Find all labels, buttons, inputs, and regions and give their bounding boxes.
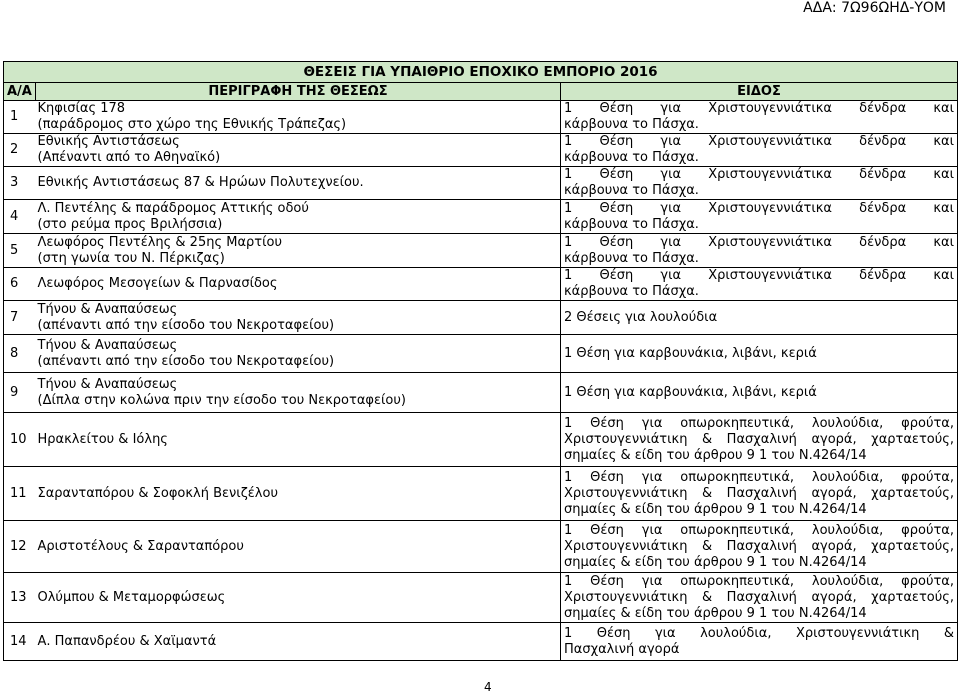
kind-line: 1 Θέση για οπωροκηπευτικά, λουλούδια, φρούτα, bbox=[564, 522, 955, 538]
table-row bbox=[4, 623, 958, 661]
position-kind bbox=[561, 573, 958, 623]
table-row bbox=[4, 234, 958, 268]
kind-line: 1 Θέση για λουλούδια, Χριστουγεννιάτικη & bbox=[564, 625, 955, 641]
description-line: (απέναντι από την είσοδο του Νεκροταφείου) bbox=[37, 317, 335, 333]
description-line: Τήνου & Αναπαύσεως bbox=[37, 301, 178, 317]
row-number: 8 bbox=[4, 335, 36, 373]
kind-line: 1 Θέση για οπωροκηπευτικά, λουλούδια, φρούτα, bbox=[564, 415, 955, 431]
description-line: Α. Παπανδρέου & Χαϊμαντά bbox=[37, 633, 217, 649]
description-line: Λ. Πεντέλης & παράδρομος Αττικής οδού bbox=[37, 200, 309, 216]
column-header-description: ΠΕΡΙΓΡΑΦΗ ΤΗΣ ΘΕΣΕΩΣ bbox=[36, 83, 561, 101]
position-kind bbox=[561, 467, 958, 521]
row-number: 4 bbox=[4, 200, 36, 234]
positions-table bbox=[3, 61, 958, 661]
kind-line: κάρβουνα το Πάσχα. bbox=[564, 150, 699, 165]
description-line: Λεωφόρος Μεσογείων & Παρνασίδος bbox=[37, 276, 278, 291]
kind-line: 1 Θέση για Χριστουγεννιάτικα δένδρα και bbox=[564, 134, 955, 149]
kind-line: σημαίες & είδη του άρθρου 9 1 του Ν.4264/14 bbox=[564, 447, 867, 463]
row-number: 7 bbox=[4, 301, 36, 335]
description-line: Εθνικής Αντιστάσεως bbox=[37, 134, 180, 149]
kind-line: 1 Θέση για Χριστουγεννιάτικα δένδρα και bbox=[564, 200, 955, 216]
position-description bbox=[36, 623, 561, 661]
kind-line: κάρβουνα το Πάσχα. bbox=[564, 250, 699, 266]
position-description bbox=[36, 413, 561, 467]
description-line: Σαρανταπόρου & Σοφοκλή Βενιζέλου bbox=[37, 485, 278, 501]
position-description bbox=[36, 573, 561, 623]
kind-line: Χριστουγεννιάτικη & Πασχαλινή αγορά, χαρταετούς, bbox=[564, 485, 955, 501]
kind-line: σημαίες & είδη του άρθρου 9 1 του Ν.4264/14 bbox=[564, 501, 867, 517]
kind-line: σημαίες & είδη του άρθρου 9 1 του Ν.4264/14 bbox=[564, 605, 867, 621]
kind-line: 2 Θέσεις για λουλούδια bbox=[564, 309, 718, 325]
column-header-aa: Α/Α bbox=[4, 83, 36, 101]
table-row bbox=[4, 373, 958, 413]
row-number: 11 bbox=[4, 467, 36, 521]
description-line: Τήνου & Αναπαύσεως bbox=[37, 337, 178, 353]
row-number: 12 bbox=[4, 521, 36, 573]
row-number: 3 bbox=[4, 167, 36, 200]
row-number: 13 bbox=[4, 573, 36, 623]
position-description bbox=[36, 200, 561, 234]
description-line: (στη γωνία του Ν. Πέρκιζας) bbox=[37, 250, 225, 266]
table-row bbox=[4, 200, 958, 234]
description-line: Αριστοτέλους & Σαρανταπόρου bbox=[37, 538, 244, 554]
kind-line: Χριστουγεννιάτικη & Πασχαλινή αγορά, χαρταετούς, bbox=[564, 431, 955, 447]
row-number: 10 bbox=[4, 413, 36, 467]
position-kind bbox=[561, 521, 958, 573]
table-row bbox=[4, 268, 958, 301]
row-number: 1 bbox=[4, 101, 36, 134]
position-description bbox=[36, 268, 561, 301]
table-row bbox=[4, 101, 958, 134]
position-description bbox=[36, 301, 561, 335]
position-description bbox=[36, 134, 561, 167]
description-line: Ολύμπου & Μεταμορφώσεως bbox=[37, 589, 226, 605]
page-number: 4 bbox=[484, 680, 492, 694]
row-number: 2 bbox=[4, 134, 36, 167]
description-line: (απέναντι από την είσοδο του Νεκροταφείου) bbox=[37, 353, 335, 369]
column-header-kind: ΕΙΔΟΣ bbox=[561, 83, 958, 101]
kind-line: Χριστουγεννιάτικη & Πασχαλινή αγορά, χαρταετούς, bbox=[564, 538, 955, 554]
position-kind bbox=[561, 373, 958, 413]
description-line: Λεωφόρος Πεντέλης & 25ης Μαρτίου bbox=[37, 234, 282, 250]
table-row bbox=[4, 335, 958, 373]
description-line: (παράδρομος στο χώρο της Εθνικής Τράπεζας) bbox=[37, 117, 347, 132]
table-row bbox=[4, 167, 958, 200]
table-row bbox=[4, 301, 958, 335]
position-kind bbox=[561, 335, 958, 373]
kind-line: κάρβουνα το Πάσχα. bbox=[564, 117, 699, 132]
description-line: Κηφισίας 178 bbox=[37, 101, 126, 116]
kind-line: 1 Θέση για καρβουνάκια, λιβάνι, κεριά bbox=[564, 345, 817, 361]
kind-line: 1 Θέση για Χριστουγεννιάτικα δένδρα και bbox=[564, 234, 955, 250]
position-kind bbox=[561, 101, 958, 134]
position-kind bbox=[561, 301, 958, 335]
table-row bbox=[4, 134, 958, 167]
kind-line: κάρβουνα το Πάσχα. bbox=[564, 216, 699, 232]
position-kind bbox=[561, 234, 958, 268]
row-number: 14 bbox=[4, 623, 36, 661]
table-row bbox=[4, 413, 958, 467]
position-description bbox=[36, 335, 561, 373]
kind-line: 1 Θέση για Χριστουγεννιάτικα δένδρα και bbox=[564, 268, 955, 283]
position-kind bbox=[561, 623, 958, 661]
position-description bbox=[36, 521, 561, 573]
description-line: Εθνικής Αντιστάσεως 87 & Ηρώων Πολυτεχνείου. bbox=[37, 175, 364, 190]
position-description bbox=[36, 467, 561, 521]
description-line: (Απέναντι από το Αθηναϊκό) bbox=[37, 150, 221, 165]
position-kind bbox=[561, 268, 958, 301]
kind-line: κάρβουνα το Πάσχα. bbox=[564, 284, 699, 299]
kind-line: σημαίες & είδη του άρθρου 9 1 του Ν.4264/14 bbox=[564, 554, 867, 570]
table-row bbox=[4, 467, 958, 521]
table-header-row bbox=[4, 83, 958, 101]
kind-line: 1 Θέση για καρβουνάκια, λιβάνι, κεριά bbox=[564, 384, 817, 400]
position-kind bbox=[561, 134, 958, 167]
document-code: ΑΔΑ: 7Ω96ΩΗΔ-ΥΟΜ bbox=[803, 0, 946, 16]
row-number: 5 bbox=[4, 234, 36, 268]
table-title-row bbox=[4, 62, 958, 83]
kind-line: 1 Θέση για Χριστουγεννιάτικα δένδρα και bbox=[564, 101, 955, 116]
table-row bbox=[4, 521, 958, 573]
position-description bbox=[36, 234, 561, 268]
position-kind bbox=[561, 167, 958, 200]
kind-line: 1 Θέση για οπωροκηπευτικά, λουλούδια, φρούτα, bbox=[564, 469, 955, 485]
kind-line: Πασχαλινή αγορά bbox=[564, 641, 680, 657]
position-kind bbox=[561, 200, 958, 234]
kind-line: 1 Θέση για Χριστουγεννιάτικα δένδρα και bbox=[564, 167, 955, 182]
kind-line: 1 Θέση για οπωροκηπευτικά, λουλούδια, φρούτα, bbox=[564, 573, 955, 589]
kind-line: κάρβουνα το Πάσχα. bbox=[564, 183, 699, 198]
description-line: Τήνου & Αναπαύσεως bbox=[37, 376, 178, 392]
position-kind bbox=[561, 413, 958, 467]
table-title: ΘΕΣΕΙΣ ΓΙΑ ΥΠΑΙΘΡΙΟ ΕΠΟΧΙΚΟ ΕΜΠΟΡΙΟ 2016 bbox=[4, 62, 958, 83]
description-line: Ηρακλείτου & Ιόλης bbox=[37, 431, 168, 447]
description-line: (στο ρεύμα προς Βριλήσσια) bbox=[37, 216, 223, 232]
row-number: 9 bbox=[4, 373, 36, 413]
kind-line: Χριστουγεννιάτικη & Πασχαλινή αγορά, χαρταετούς, bbox=[564, 589, 955, 605]
position-description bbox=[36, 373, 561, 413]
row-number: 6 bbox=[4, 268, 36, 301]
position-description bbox=[36, 101, 561, 134]
position-description bbox=[36, 167, 561, 200]
description-line: (Δίπλα στην κολώνα πριν την είσοδο του Νεκροταφείου) bbox=[37, 392, 406, 408]
table-row bbox=[4, 573, 958, 623]
